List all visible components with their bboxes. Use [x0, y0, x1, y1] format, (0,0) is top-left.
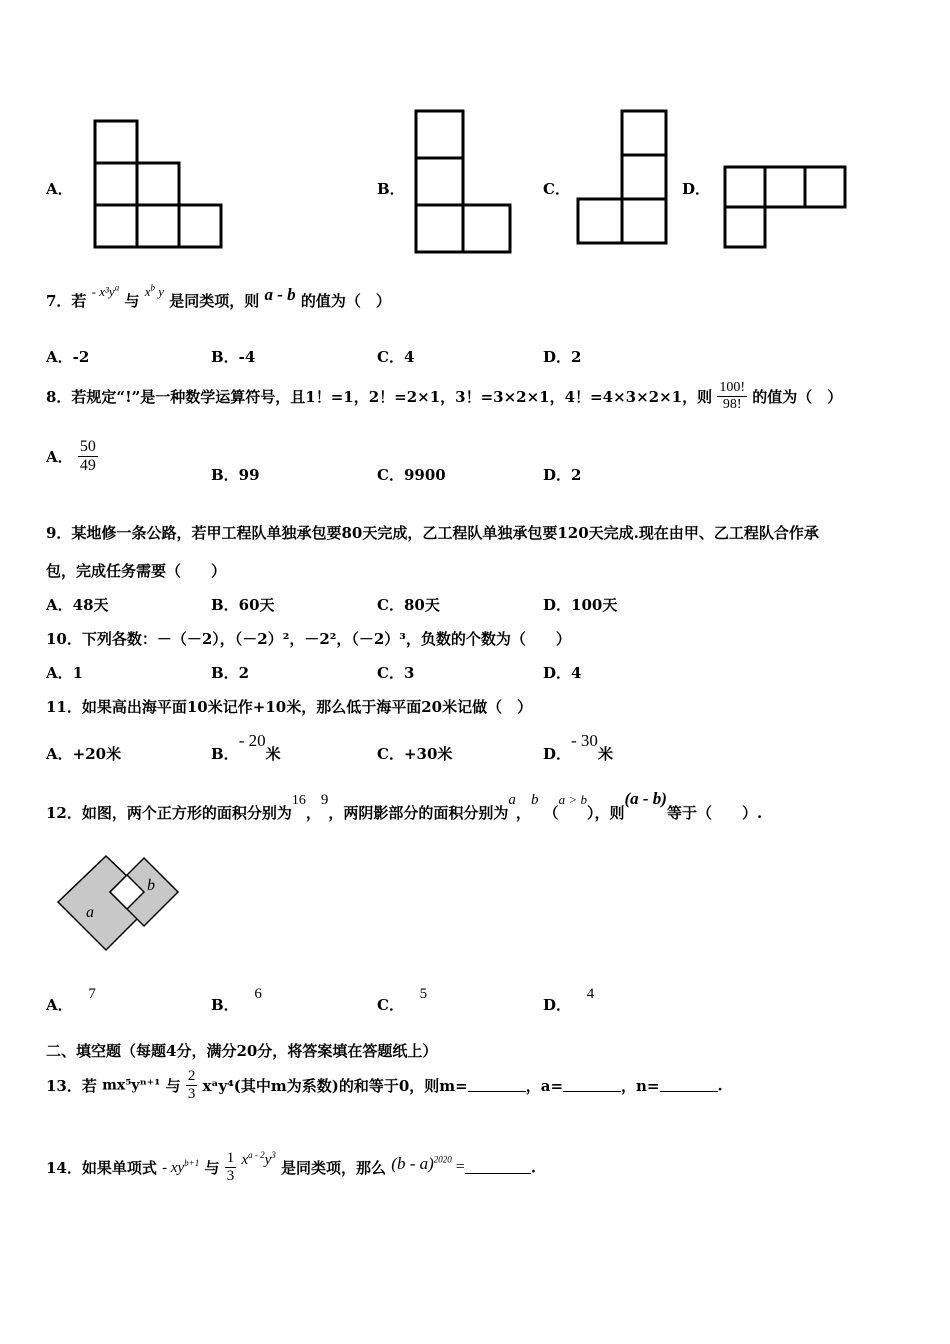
question-9-line2: 包，完成任务需要（ ）: [46, 562, 227, 580]
q9-option-a[interactable]: A．48天: [46, 596, 109, 614]
question-8: 8．若规定“!”是一种数学运算符号，且1！=1，2！=2×1，3！=3×2×1，4！=4×3×2×1，则 $\frac{100!}{98!}$ 的值为（ ）: [46, 380, 843, 412]
q8-option-a[interactable]: A． $\frac{50}{49}$: [46, 438, 96, 474]
question-13: 13．若 mx⁵yⁿ⁺¹ 与 $\frac{2}{3}$ xᵃy⁴(其中m为系数)的和等于0，则m= ，a= ，n= .: [46, 1068, 723, 1102]
q12-figure-squares: [56, 854, 181, 954]
question-11: 11．如果高出海平面10米记作+10米，那么低于海平面20米记做（ ）: [46, 698, 533, 716]
question-12: 12．如图，两个正方形的面积分别为16，9，两阴影部分的面积分别为a，b （a > b），则(a - b)等于（ ）.: [46, 789, 763, 822]
q10-option-b[interactable]: B．2: [211, 664, 250, 682]
q6-option-a-label[interactable]: A．: [46, 180, 73, 198]
q11-option-c[interactable]: C．+30米: [377, 745, 453, 763]
q10-option-d[interactable]: D．4: [543, 664, 582, 682]
q11-option-a[interactable]: A．+20米: [46, 745, 122, 763]
blank-m[interactable]: [468, 1079, 526, 1092]
q6-figure-c[interactable]: [577, 110, 672, 250]
fig-label-a: a: [86, 904, 94, 921]
q6-figure-d[interactable]: [724, 166, 849, 251]
q7-option-d[interactable]: D．2: [543, 348, 582, 366]
q8-option-d[interactable]: D．2: [543, 466, 582, 484]
blank-n[interactable]: [660, 1079, 718, 1092]
question-7: 7．若 - $x^3y^a$ 与 $x^b$ y 是同类项，则 a - b 的值为（ ）: [46, 282, 391, 310]
q6-option-b-label[interactable]: B．: [377, 180, 405, 198]
q10-option-a[interactable]: A．1: [46, 664, 84, 682]
q12-option-b[interactable]: B． 6: [211, 986, 262, 1014]
q8-option-b[interactable]: B．99: [211, 466, 260, 484]
section-2-heading: 二、填空题（每题4分，满分20分，将答案填在答题纸上）: [46, 1042, 438, 1060]
q7-option-b[interactable]: B．-4: [211, 348, 256, 366]
q12-option-a[interactable]: A． 7: [46, 986, 96, 1014]
q6-figure-b[interactable]: [415, 110, 515, 255]
q12-option-d[interactable]: D． 4: [543, 986, 595, 1014]
q6-figure-a[interactable]: [94, 120, 224, 250]
q11-option-b[interactable]: B．- 20米: [211, 731, 281, 763]
blank-answer-14[interactable]: [465, 1161, 531, 1174]
question-14: 14．如果单项式 - $xy^{b+1}$ 与 $\frac{1}{3}$ $x^{a - 2}y^3$ 是同类项，那么 (b - a)$^{2020}$ = .: [46, 1150, 537, 1184]
question-9-line1: 9．某地修一条公路，若甲工程队单独承包要80天完成，乙工程队单独承包要120天完成.现在由甲、乙工程队合作承: [46, 524, 819, 542]
q9-option-d[interactable]: D．100天: [543, 596, 618, 614]
q7-option-a[interactable]: A．-2: [46, 348, 90, 366]
q6-option-d-label[interactable]: D．: [682, 180, 711, 198]
q11-option-d[interactable]: D．- 30米: [543, 731, 613, 763]
q8-option-c[interactable]: C．9900: [377, 466, 446, 484]
q12-option-c[interactable]: C． 5: [377, 986, 428, 1014]
q10-option-c[interactable]: C．3: [377, 664, 415, 682]
q7-option-c[interactable]: C．4: [377, 348, 415, 366]
fig-label-b: b: [147, 877, 155, 894]
question-10: 10．下列各数：－（－2），（－2）²，－2²，（－2）³，负数的个数为（ ）: [46, 630, 571, 648]
blank-a[interactable]: [563, 1079, 621, 1092]
q9-option-c[interactable]: C．80天: [377, 596, 440, 614]
q6-option-c-label[interactable]: C．: [543, 180, 570, 198]
q9-option-b[interactable]: B．60天: [211, 596, 275, 614]
